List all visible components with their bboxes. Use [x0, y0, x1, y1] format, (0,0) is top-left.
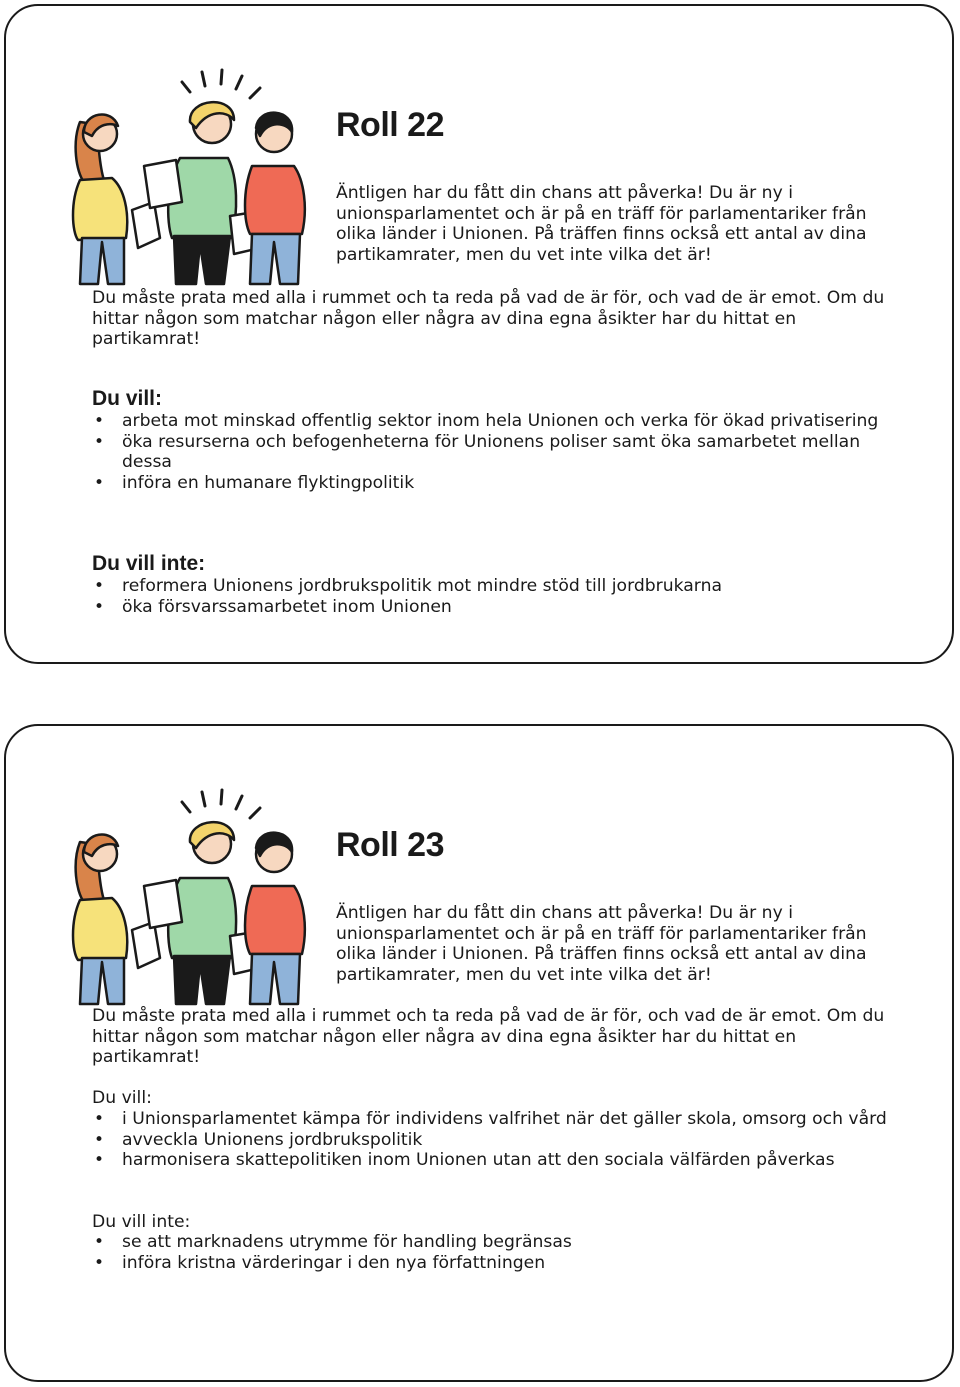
illustration-container: [62, 782, 322, 1012]
instruction-paragraph: Du måste prata med alla i rummet och ta reda på vad de är för, och vad de är emot. Om du hittar någon som matchar någon eller några av dina egna åsikter har du hittat en partikamrat!: [92, 288, 885, 349]
role-card-23: [4, 724, 954, 1382]
bullet-icon: •: [94, 1129, 105, 1150]
woman-center-figure: [144, 102, 260, 284]
notwant-heading: Du vill inte:: [92, 1212, 191, 1232]
instruction-paragraph: Du måste prata med alla i rummet och ta reda på vad de är för, och vad de är emot. Om du hittar någon som matchar någon eller några av dina egna åsikter har du hittat en partikamrat!: [92, 1006, 885, 1067]
list-item: • arbeta mot minskad offentlig sektor inom hela Unionen och verka för ökad privatisering: [94, 411, 879, 431]
bullet-icon: •: [94, 411, 105, 431]
list-item: • se att marknadens utrymme för handling begränsas: [94, 1232, 572, 1252]
card-title: Roll 22: [336, 106, 444, 144]
notwant-list: [92, 576, 892, 617]
want-heading: Du vill:: [92, 387, 163, 410]
woman-left-figure: [73, 115, 160, 284]
excitement-lines: [182, 790, 260, 818]
bullet-icon: •: [94, 1109, 105, 1129]
list-item: • avveckla Unionens jordbrukspolitik: [94, 1129, 423, 1150]
card-title: Roll 23: [336, 826, 444, 864]
bullet-icon: •: [94, 1252, 105, 1273]
notwant-list: [92, 1232, 892, 1273]
man-right-figure: [245, 113, 305, 284]
bullet-icon: •: [94, 1232, 105, 1252]
bullet-icon: •: [94, 431, 105, 452]
bullet-icon: •: [94, 472, 105, 493]
woman-center-figure: [144, 822, 260, 1004]
people-talking-illustration: [62, 782, 322, 1012]
bullet-icon: •: [94, 596, 105, 617]
intro-text: Äntligen har du fått din chans att påverka! Du är ny i unionsparlamentet och är på en träff för parlamentariker från olika länder i Unionen. På träffen finns också ett antal av dina partikamrater, men du vet inte vilka det är!: [336, 903, 867, 985]
list-item: • införa kristna värderingar i den nya författningen: [94, 1252, 546, 1273]
excitement-lines: [182, 70, 260, 98]
list-item: • öka försvarssamarbetet inom Unionen: [94, 596, 452, 617]
woman-left-figure: [73, 835, 160, 1004]
people-talking-illustration: [62, 62, 322, 292]
intro-text: Äntligen har du fått din chans att påverka! Du är ny i unionsparlamentet och är på en träff för parlamentariker från olika länder i Unionen. På träffen finns också ett antal av dina partikamrater, men du vet inte vilka det är!: [336, 183, 867, 265]
bullet-icon: •: [94, 576, 105, 596]
want-list: [92, 411, 892, 493]
role-card-22: [4, 4, 954, 664]
want-list: [92, 1109, 892, 1171]
notwant-heading: Du vill inte:: [92, 552, 206, 575]
list-item: • harmonisera skattepolitiken inom Unionen utan att den sociala välfärden påverkas: [94, 1150, 835, 1170]
want-heading: Du vill:: [92, 1088, 152, 1108]
list-item: • införa en humanare flyktingpolitik: [94, 472, 415, 493]
list-item: • reformera Unionens jordbrukspolitik mot mindre stöd till jordbrukarna: [94, 576, 722, 596]
illustration-container: [62, 62, 322, 292]
list-item: • öka resurserna och befogenheterna för Unionens poliser samt öka samarbetet mellan dessa: [94, 431, 861, 472]
bullet-icon: •: [94, 1150, 105, 1170]
man-right-figure: [245, 833, 305, 1004]
list-item: • i Unionsparlamentet kämpa för individens valfrihet när det gäller skola, omsorg och vård: [94, 1109, 887, 1129]
